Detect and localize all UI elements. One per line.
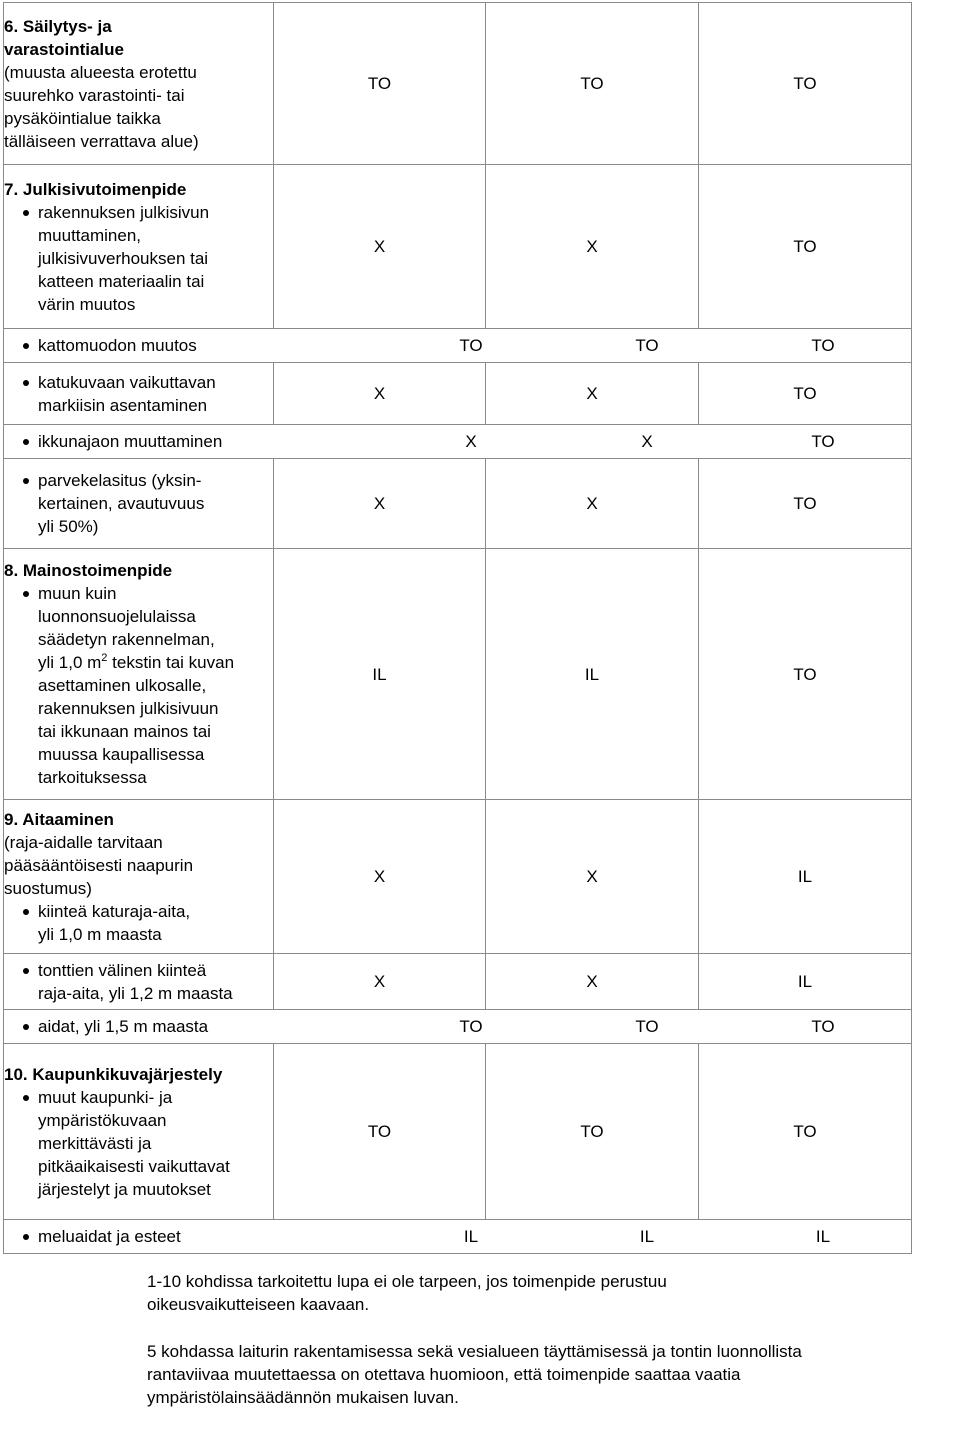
value-cell-col-2: IL	[486, 549, 699, 800]
bullet-text: muussa kaupallisessa	[38, 745, 205, 764]
table-row-ikkunajako	[4, 425, 912, 459]
bullet-text: tai ikkunaan mainos tai	[38, 722, 211, 741]
bullet-text: muuttaminen,	[38, 225, 141, 245]
value-cell-col-1: X	[274, 954, 486, 1010]
bullet-text: aidat, yli 1,5 m maasta	[38, 1017, 209, 1036]
section-note: tälläiseen verrattava alue)	[4, 131, 199, 151]
row-label-cell	[4, 363, 274, 425]
table-row-section-6	[4, 3, 912, 165]
table-row-section-8	[4, 549, 912, 800]
bullet-text-continued: tekstin tai kuvan	[107, 653, 235, 672]
value-cell-col-1: TO	[274, 3, 486, 165]
row-cell-aidat	[4, 1010, 912, 1044]
value-cell-col-1: X	[274, 800, 486, 954]
row-content	[4, 1015, 911, 1038]
bullet-text: säädetyn rakennelman,	[38, 630, 215, 649]
value-cell-col-2: X	[486, 459, 699, 549]
value-cell-col-3: TO	[699, 459, 912, 549]
section-note: (muusta alueesta erotettu	[4, 62, 197, 82]
bullet-text: rakennuksen julkisivuun	[38, 699, 219, 718]
row-label-cell	[4, 3, 274, 165]
value-col-3: IL	[815, 1227, 831, 1246]
permit-table-body	[4, 3, 912, 1254]
footnote-paragraph	[147, 1270, 957, 1316]
value-cell-col-3: TO	[699, 363, 912, 425]
bullet-item	[4, 900, 273, 946]
value-cell-col-3: IL	[699, 954, 912, 1010]
table-row-aidat	[4, 1010, 912, 1044]
row-label-cell	[4, 459, 274, 549]
footnote-line: ympäristölainsäädännön mukaisen luvan.	[147, 1388, 459, 1407]
section-note: suurehko varastointi- tai	[4, 85, 185, 105]
table-row-parvekelasitus	[4, 459, 912, 549]
row-cell-ikkunajako	[4, 425, 912, 459]
row-label-cell	[4, 165, 274, 329]
bullet-text: asettaminen ulkosalle,	[38, 676, 207, 695]
value-cell-col-1: X	[274, 363, 486, 425]
bullet-item	[4, 959, 273, 1005]
superscript: 2	[101, 652, 108, 664]
row-content	[4, 430, 911, 453]
bullet-icon	[23, 1234, 29, 1240]
row-cell-meluaidat	[4, 1220, 912, 1254]
bullet-icon	[23, 210, 29, 216]
section-note: pysäköintialue taikka	[4, 108, 161, 128]
value-cell-col-3: TO	[699, 3, 912, 165]
bullet-icon	[23, 591, 29, 597]
bullet-text: kertainen, avautuvuus	[38, 494, 205, 513]
value-col-2: X	[641, 432, 653, 451]
row-label-cell	[4, 549, 274, 800]
row-label	[4, 334, 383, 357]
bullet-icon	[23, 1095, 29, 1101]
bullet-icon	[23, 478, 29, 484]
value-cell-col-1: IL	[274, 549, 486, 800]
table-row-section-10	[4, 1044, 912, 1220]
row-label-cell	[4, 1044, 274, 1220]
footnote-line: 1-10 kohdissa tarkoitettu lupa ei ole tarpeen, jos toimenpide perustuu	[147, 1272, 667, 1291]
bullet-text: muun kuin	[38, 584, 117, 603]
table-row-markiisi	[4, 363, 912, 425]
section-heading: 7. Julkisivutoimenpide	[4, 179, 187, 199]
bullet-text: tonttien välinen kiinteä	[38, 960, 207, 980]
bullet-text: muut kaupunki- ja	[38, 1087, 173, 1107]
value-cell-col-2: X	[486, 165, 699, 329]
value-cell-col-2: X	[486, 954, 699, 1010]
footnote-line: rantaviivaa muutettaessa on otettava huomioon, että toimenpide saattaa vaatia	[147, 1365, 741, 1384]
value-col-1: TO	[459, 336, 483, 355]
bullet-icon	[23, 909, 29, 915]
bullet-text: markiisin asentaminen	[38, 395, 208, 415]
bullet-text: kattomuodon muutos	[38, 336, 197, 355]
value-col-1: TO	[459, 1017, 483, 1036]
section-note: pääsääntöisesti naapurin	[4, 855, 194, 875]
row-label	[4, 430, 383, 453]
bullet-text: rakennuksen julkisivun	[38, 202, 210, 222]
bullet-text: meluaidat ja esteet	[38, 1227, 181, 1246]
section-heading: 10. Kaupunkikuvajärjestely	[4, 1064, 223, 1084]
bullet-text: ympäristökuvaan	[38, 1110, 167, 1130]
row-label	[4, 1225, 383, 1248]
row-label-cell	[4, 954, 274, 1010]
bullet-text: kiinteä katuraja-aita,	[38, 901, 191, 921]
section-heading: varastointialue	[4, 39, 124, 59]
section-note: (raja-aidalle tarvitaan	[4, 832, 163, 852]
value-cell-col-3: TO	[699, 165, 912, 329]
footnotes	[147, 1270, 957, 1433]
value-cell-col-2: TO	[486, 1044, 699, 1220]
row-label	[4, 1015, 383, 1038]
bullet-icon	[23, 380, 29, 386]
section-heading: 9. Aitaaminen	[4, 809, 114, 829]
bullet-text: raja-aita, yli 1,2 m maasta	[38, 983, 233, 1003]
bullet-text: katteen materiaalin tai	[38, 271, 205, 291]
value-cell-col-1: X	[274, 459, 486, 549]
bullet-icon	[23, 439, 29, 445]
row-content	[4, 1225, 911, 1248]
value-cell-col-2: X	[486, 800, 699, 954]
section-heading: 6. Säilytys- ja	[4, 16, 112, 36]
value-cell-col-1: TO	[274, 1044, 486, 1220]
footnote-line: oikeusvaikutteiseen kaavaan.	[147, 1295, 370, 1314]
table-row-section-9	[4, 800, 912, 954]
bullet-text: parvekelasitus (yksin-	[38, 471, 202, 490]
bullet-text: tarkoituksessa	[38, 768, 147, 787]
permit-table	[3, 2, 912, 1254]
footnote-paragraph	[147, 1340, 957, 1409]
footnote-line: 5 kohdassa laiturin rakentamisessa sekä vesialueen täyttämisessä ja tontin luonnollista	[147, 1342, 802, 1361]
value-cell-col-3: IL	[699, 800, 912, 954]
bullet-text: yli 1,0 m	[38, 653, 102, 672]
bullet-line-with-sup	[38, 651, 273, 674]
value-col-3: TO	[811, 336, 835, 355]
value-cell-col-3: TO	[699, 549, 912, 800]
bullet-item	[4, 371, 273, 417]
value-cell-col-3: TO	[699, 1044, 912, 1220]
bullet-text: järjestelyt ja muutokset	[38, 1179, 211, 1199]
bullet-text: ikkunajaon muuttaminen	[38, 432, 223, 451]
bullet-text: julkisivuverhouksen tai	[38, 248, 209, 268]
row-content	[4, 334, 911, 357]
bullet-text: värin muutos	[38, 294, 136, 314]
value-col-3: TO	[811, 432, 835, 451]
value-col-2: IL	[639, 1227, 655, 1246]
row-cell-kattomuodon	[4, 329, 912, 363]
bullet-text: yli 50%)	[38, 517, 99, 536]
bullet-item	[4, 201, 273, 316]
bullet-icon	[23, 968, 29, 974]
table-row-kattomuodon	[4, 329, 912, 363]
bullet-text: merkittävästi ja	[38, 1133, 152, 1153]
bullet-item	[4, 469, 273, 538]
bullet-text: pitkäaikaisesti vaikuttavat	[38, 1156, 230, 1176]
table-row-tonttien-aita	[4, 954, 912, 1010]
value-col-2: TO	[635, 1017, 659, 1036]
section-heading: 8. Mainostoimenpide	[4, 561, 173, 580]
value-col-1: IL	[463, 1227, 479, 1246]
bullet-text: katukuvaan vaikuttavan	[38, 372, 216, 392]
section-note: suostumus)	[4, 878, 92, 898]
value-col-1: X	[465, 432, 477, 451]
table-row-meluaidat	[4, 1220, 912, 1254]
value-cell-col-2: X	[486, 363, 699, 425]
value-col-3: TO	[811, 1017, 835, 1036]
bullet-item	[4, 1086, 273, 1201]
row-label-cell	[4, 800, 274, 954]
table-row-section-7	[4, 165, 912, 329]
value-cell-col-1: X	[274, 165, 486, 329]
bullet-icon	[23, 343, 29, 349]
bullet-text: yli 1,0 m maasta	[38, 924, 162, 944]
bullet-icon	[23, 1024, 29, 1030]
value-cell-col-2: TO	[486, 3, 699, 165]
bullet-item	[4, 582, 273, 789]
value-col-2: TO	[635, 336, 659, 355]
bullet-text: luonnonsuojelulaissa	[38, 607, 196, 626]
